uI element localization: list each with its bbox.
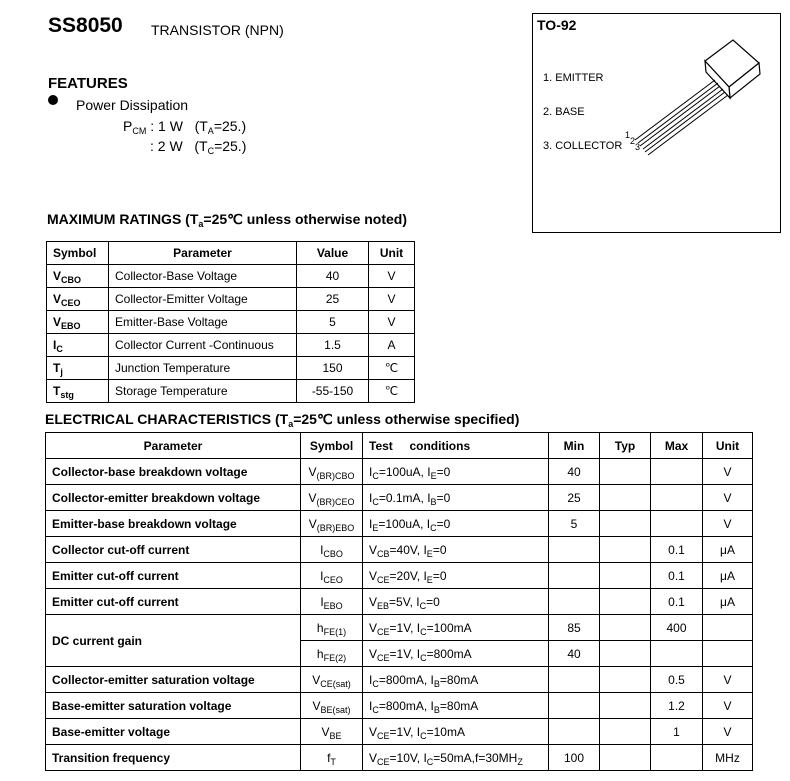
parameter-cell: Collector-emitter breakdown voltage — [46, 485, 301, 511]
pin-number-1: 1 — [625, 130, 631, 140]
column-header: Symbol — [301, 433, 363, 459]
symbol-cell — [301, 693, 363, 719]
symbol-main: I — [320, 542, 324, 557]
typ-cell — [600, 641, 651, 667]
package-box — [532, 13, 781, 233]
table-row — [46, 537, 753, 563]
typ-cell — [600, 667, 651, 693]
unit-cell: V — [369, 265, 415, 288]
test-condition-cell: $V_{EB}=5V$, $I_C=0$ — [363, 589, 549, 615]
symbol-cell — [301, 719, 363, 745]
power-dissipation-line-1: $P_{CM}$ : 1 W $(T_A=25.)$ — [123, 118, 247, 136]
min-cell — [549, 667, 600, 693]
symbol-subscript: FE(2) — [323, 652, 347, 663]
column-header: Parameter — [46, 433, 301, 459]
symbol-subscript: CEO — [61, 298, 81, 308]
symbol-subscript: T — [330, 756, 336, 767]
typ-cell — [600, 745, 651, 771]
typ-cell — [600, 563, 651, 589]
symbol-cell — [47, 288, 109, 311]
max-ratings-heading: MAXIMUM RATINGS ($T_a=25℃$ unless otherwise noted) — [47, 211, 408, 229]
test-condition-cell: $I_C=800mA$, $I_B=80mA$ — [363, 667, 549, 693]
part-number: SS8050 — [48, 14, 123, 37]
pin-number-2: 2 — [630, 136, 636, 146]
value-cell: 40 — [297, 265, 369, 288]
electrical-characteristics-heading: ELECTRICAL CHARACTERISTICS ($T_a=25℃$ unless otherwise specified) — [45, 411, 520, 429]
power-dissipation-line-2: : 2 W $(T_C=25.)$ — [150, 138, 247, 156]
unit-cell: A — [369, 334, 415, 357]
symbol-main: h — [316, 620, 324, 635]
typ-cell — [600, 537, 651, 563]
table-row — [46, 745, 753, 771]
value-cell: -55-150 — [297, 380, 369, 403]
symbol-cell — [301, 485, 363, 511]
unit-cell: V — [703, 693, 753, 719]
table-row — [46, 667, 753, 693]
unit-cell: V — [703, 719, 753, 745]
max-cell: 1 — [651, 719, 703, 745]
pin-collector-label: 3. COLLECTOR — [543, 140, 623, 152]
typ-cell — [600, 459, 651, 485]
column-header: Min — [549, 433, 600, 459]
parameter-cell: Collector-Base Voltage — [109, 265, 297, 288]
min-cell: 85 — [549, 615, 600, 641]
parameter-cell: Transition frequency — [46, 745, 301, 771]
value-cell: 5 — [297, 311, 369, 334]
max-cell — [651, 485, 703, 511]
unit-cell: V — [369, 288, 415, 311]
symbol-main: V — [308, 516, 317, 531]
table-row — [46, 589, 753, 615]
min-cell — [549, 589, 600, 615]
column-header: Parameter — [109, 242, 297, 265]
test-condition-cell: $V_{CE}=10V$, $I_C=50mA,f=30MH_Z$ — [363, 745, 549, 771]
symbol-cell — [47, 357, 109, 380]
parameter-cell: Junction Temperature — [109, 357, 297, 380]
symbol-subscript: FE(1) — [323, 626, 347, 637]
max-cell: 0.5 — [651, 667, 703, 693]
max-cell: 0.1 — [651, 589, 703, 615]
table-row — [46, 563, 753, 589]
unit-cell: V — [703, 459, 753, 485]
column-header: Unit — [369, 242, 415, 265]
unit-cell — [703, 641, 753, 667]
symbol-cell — [301, 537, 363, 563]
unit-cell: ℃ — [369, 380, 415, 403]
symbol-main: V — [312, 698, 321, 713]
table-header-row — [47, 242, 415, 265]
symbol-subscript: CEO — [323, 574, 343, 585]
symbol-subscript: stg — [60, 390, 74, 400]
min-cell: 40 — [549, 641, 600, 667]
unit-cell: ℃ — [369, 357, 415, 380]
test-condition-cell: $I_C=0.1mA$, $I_B=0$ — [363, 485, 549, 511]
symbol-main: I — [53, 338, 57, 352]
symbol-main: I — [320, 594, 324, 609]
symbol-subscript: (BR)EBO — [316, 522, 355, 533]
max-cell: 0.1 — [651, 563, 703, 589]
table-row — [46, 615, 753, 641]
typ-cell — [600, 615, 651, 641]
symbol-cell — [301, 589, 363, 615]
pin-emitter-label: 1. EMITTER — [543, 72, 604, 84]
test-condition-cell: $I_C=100uA$, $I_E=0$ — [363, 459, 549, 485]
bullet-icon — [48, 95, 58, 105]
min-cell — [549, 693, 600, 719]
column-header: Max — [651, 433, 703, 459]
max-cell: 1.2 — [651, 693, 703, 719]
symbol-subscript: EBO — [61, 321, 81, 331]
table-row — [46, 719, 753, 745]
table-row — [47, 311, 415, 334]
electrical-characteristics-table — [45, 432, 753, 771]
feature-item: Power Dissipation — [76, 97, 189, 113]
symbol-subscript: C — [56, 344, 63, 354]
min-cell — [549, 563, 600, 589]
column-header: Typ — [600, 433, 651, 459]
table-row — [46, 511, 753, 537]
parameter-cell: Emitter cut-off current — [46, 589, 301, 615]
max-ratings-table — [46, 241, 415, 403]
table-row — [47, 288, 415, 311]
symbol-subscript: (BR)CEO — [316, 496, 355, 507]
column-header: Unit — [703, 433, 753, 459]
typ-cell — [600, 511, 651, 537]
parameter-cell: DC current gain — [46, 615, 301, 667]
max-cell — [651, 745, 703, 771]
symbol-main: V — [53, 315, 62, 329]
symbol-cell — [47, 380, 109, 403]
min-cell: 40 — [549, 459, 600, 485]
table-row — [47, 357, 415, 380]
parameter-cell: Collector Current -Continuous — [109, 334, 297, 357]
symbol-main: f — [327, 750, 331, 765]
unit-cell: V — [369, 311, 415, 334]
unit-cell — [703, 615, 753, 641]
column-header: Value — [297, 242, 369, 265]
test-condition-cell: $V_{CE}=1V$, $I_C=10mA$ — [363, 719, 549, 745]
symbol-cell — [47, 311, 109, 334]
unit-cell: μA — [703, 589, 753, 615]
value-cell: 150 — [297, 357, 369, 380]
value-cell: 1.5 — [297, 334, 369, 357]
value-cell: 25 — [297, 288, 369, 311]
symbol-subscript: (BR)CBO — [316, 470, 355, 481]
unit-cell: μA — [703, 563, 753, 589]
symbol-subscript: CBO — [323, 548, 343, 559]
symbol-main: I — [320, 568, 324, 583]
unit-cell: MHz — [703, 745, 753, 771]
min-cell — [549, 537, 600, 563]
pin-number-3: 3 — [635, 142, 641, 152]
table-row — [46, 693, 753, 719]
test-condition-cell: $V_{CE}=1V$, $I_C=100mA$ — [363, 615, 549, 641]
symbol-cell — [301, 511, 363, 537]
parameter-cell: Base-emitter voltage — [46, 719, 301, 745]
symbol-subscript: CBO — [61, 275, 82, 285]
column-header: Test conditions — [363, 433, 549, 459]
table-row — [47, 265, 415, 288]
symbol-cell — [301, 667, 363, 693]
pin-base-label: 2. BASE — [543, 106, 585, 118]
parameter-cell: Collector-emitter saturation voltage — [46, 667, 301, 693]
table-row — [46, 485, 753, 511]
unit-cell: V — [703, 511, 753, 537]
symbol-main: T — [53, 361, 61, 375]
typ-cell — [600, 719, 651, 745]
symbol-main: V — [308, 490, 317, 505]
typ-cell — [600, 693, 651, 719]
symbol-cell — [301, 459, 363, 485]
symbol-cell — [47, 265, 109, 288]
max-cell — [651, 641, 703, 667]
column-header: Symbol — [47, 242, 109, 265]
parameter-cell: Emitter-base breakdown voltage — [46, 511, 301, 537]
table-row — [47, 380, 415, 403]
symbol-cell — [301, 615, 363, 641]
test-condition-cell: $I_C=800mA$, $I_B=80mA$ — [363, 693, 549, 719]
table-header-row — [46, 433, 753, 459]
typ-cell — [600, 589, 651, 615]
parameter-cell: Collector-base breakdown voltage — [46, 459, 301, 485]
max-cell: 400 — [651, 615, 703, 641]
symbol-subscript: CE(sat) — [320, 678, 351, 689]
symbol-cell — [301, 745, 363, 771]
min-cell — [549, 719, 600, 745]
symbol-subscript: BE — [329, 730, 342, 741]
test-condition-cell: $V_{CB}=40V$, $I_E=0$ — [363, 537, 549, 563]
unit-cell: V — [703, 667, 753, 693]
unit-cell: V — [703, 485, 753, 511]
symbol-cell — [301, 563, 363, 589]
symbol-cell — [301, 641, 363, 667]
min-cell: 25 — [549, 485, 600, 511]
symbol-subscript: EBO — [323, 600, 343, 611]
parameter-cell: Emitter cut-off current — [46, 563, 301, 589]
symbol-main: V — [308, 464, 317, 479]
test-condition-cell: $V_{CE}=1V$, $I_C=800mA$ — [363, 641, 549, 667]
symbol-main: V — [53, 292, 62, 306]
table-row — [47, 334, 415, 357]
min-cell: 100 — [549, 745, 600, 771]
parameter-cell: Collector cut-off current — [46, 537, 301, 563]
test-condition-cell: $I_E=100uA$, $I_C=0$ — [363, 511, 549, 537]
symbol-main: h — [316, 646, 324, 661]
parameter-cell: Storage Temperature — [109, 380, 297, 403]
table-row — [46, 459, 753, 485]
symbol-cell — [47, 334, 109, 357]
max-cell — [651, 511, 703, 537]
part-description: TRANSISTOR (NPN) — [151, 22, 284, 38]
to92-package-icon — [623, 28, 773, 158]
max-cell: 0.1 — [651, 537, 703, 563]
max-cell — [651, 459, 703, 485]
symbol-main: V — [312, 672, 321, 687]
test-condition-cell: $V_{CE}=20V$, $I_E=0$ — [363, 563, 549, 589]
symbol-main: V — [321, 724, 330, 739]
parameter-cell: Base-emitter saturation voltage — [46, 693, 301, 719]
symbol-subscript: BE(sat) — [320, 704, 351, 715]
package-name: TO-92 — [537, 17, 577, 33]
parameter-cell: Collector-Emitter Voltage — [109, 288, 297, 311]
symbol-main: T — [53, 384, 61, 398]
features-heading: FEATURES — [48, 75, 128, 92]
parameter-cell: Emitter-Base Voltage — [109, 311, 297, 334]
symbol-main: V — [53, 269, 62, 283]
min-cell: 5 — [549, 511, 600, 537]
unit-cell: μA — [703, 537, 753, 563]
symbol-subscript: j — [60, 367, 63, 377]
typ-cell — [600, 485, 651, 511]
